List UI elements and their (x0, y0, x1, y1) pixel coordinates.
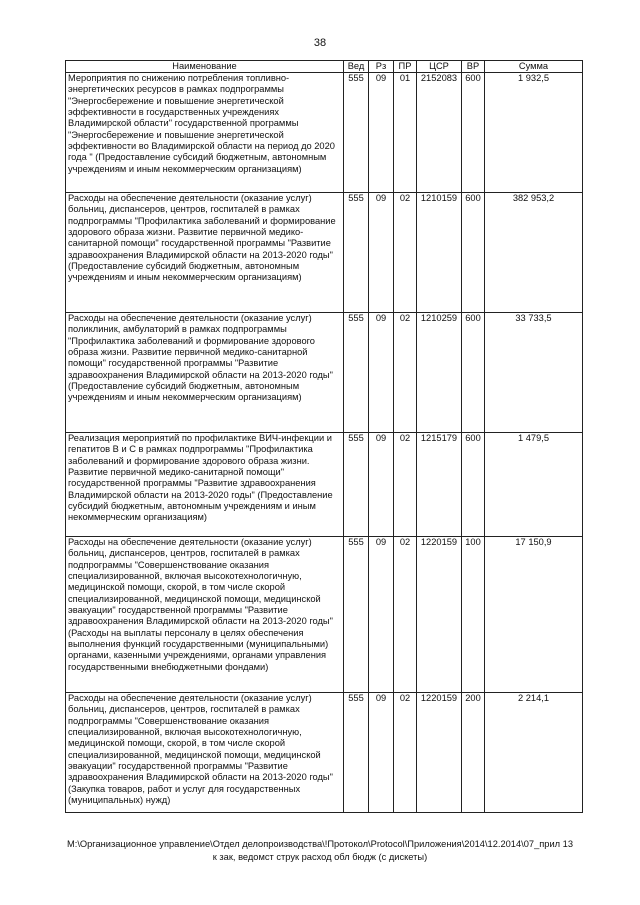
table-row (66, 433, 583, 537)
row-vr: 600 (462, 193, 485, 313)
table-row (66, 693, 583, 813)
page-number: 38 (313, 37, 327, 49)
row-name: Расходы на обеспечение деятельности (оказание услуг) больниц, диспансеров, центров, госпиталей в рамках подпрограммы "Совершенствование оказания специализированной, включая высокотехнологичную, медицинской помощи, скорой, в том числе скорой специализированной, медицинской помощи, медицинской эвакуации" государственной программы "Развитие здравоохранения Владимирской области на 2013-2020 годы" (Закупка товаров, работ и услуг для государственных (муниципальных) нужд) (66, 693, 344, 813)
row-ved: 555 (344, 73, 369, 193)
row-sum: 17 150,9 (485, 537, 583, 693)
footer-path (0, 838, 640, 863)
row-ved: 555 (344, 193, 369, 313)
footer-line-1: M:\Организационное управление\Отдел делопроизводства\!Протокол\Protocol\Приложения\2014\12.2014\07_прил 13 (67, 839, 573, 849)
row-vr: 100 (462, 537, 485, 693)
header-vr: ВР (462, 61, 485, 73)
row-rz: 09 (369, 313, 394, 433)
row-sum: 1 479,5 (485, 433, 583, 537)
row-rz: 09 (369, 433, 394, 537)
row-csr: 1210159 (417, 193, 462, 313)
row-vr: 600 (462, 73, 485, 193)
row-name: Расходы на обеспечение деятельности (оказание услуг) больниц, диспансеров, центров, госпиталей в рамках подпрограммы "Совершенствование оказания специализированной, включая высокотехнологичную, медицинской помощи, скорой, в том числе скорой специализированной, медицинской помощи, медицинской эвакуации" государственной программы "Развитие здравоохранения Владимирской области на 2013-2020 годы" (Расходы на выплаты персоналу в целях обеспечения выполнения функций государственными (муниципальными) органами, казенными учреждениями, органами управления государственными внебюджетными фондами) (66, 537, 344, 693)
row-rz: 09 (369, 193, 394, 313)
row-ved: 555 (344, 537, 369, 693)
row-pr: 02 (394, 693, 417, 813)
header-ved: Вед (344, 61, 369, 73)
header-csr: ЦСР (417, 61, 462, 73)
row-rz: 09 (369, 537, 394, 693)
row-ved: 555 (344, 433, 369, 537)
row-rz: 09 (369, 73, 394, 193)
table-row (66, 537, 583, 693)
row-csr: 1215179 (417, 433, 462, 537)
row-rz: 09 (369, 693, 394, 813)
row-csr: 1220159 (417, 537, 462, 693)
row-sum: 33 733,5 (485, 313, 583, 433)
header-name: Наименование (66, 61, 344, 73)
row-name: Мероприятия по снижению потребления топливно-энергетических ресурсов в рамках подпрограммы "Энергосбережение и повышение энергетической эффективности в государственных учреждениях Владимирской области" государственной программы "Энергосбережение и повышение энергетической эффективности во Владимирской области на период до 2020 года " (Предоставление субсидий бюджетным, автономным учреждениям и иным некоммерческим организациям) (66, 73, 344, 193)
header-sum: Сумма (485, 61, 583, 73)
row-sum: 382 953,2 (485, 193, 583, 313)
row-ved: 555 (344, 313, 369, 433)
row-csr: 2152083 (417, 73, 462, 193)
row-name: Расходы на обеспечение деятельности (оказание услуг) больниц, диспансеров, центров, госпиталей в рамках подпрограммы "Профилактика заболеваний и формирование здорового образа жизни. Развитие первичной медико-санитарной помощи" государственной программы "Развитие здравоохранения Владимирской области на 2013-2020 годы" (Предоставление субсидий бюджетным, автономным учреждениям и иным некоммерческим организациям) (66, 193, 344, 313)
row-pr: 01 (394, 73, 417, 193)
header-pr: ПР (394, 61, 417, 73)
row-csr: 1210259 (417, 313, 462, 433)
row-vr: 200 (462, 693, 485, 813)
row-csr: 1220159 (417, 693, 462, 813)
row-pr: 02 (394, 537, 417, 693)
budget-table (65, 60, 583, 813)
table-row (66, 193, 583, 313)
row-name: Реализация мероприятий по профилактике ВИЧ-инфекции и гепатитов В и С в рамках подпрограммы "Профилактика заболеваний и формирование здорового образа жизни. Развитие первичной медико-санитарной помощи" государственной программы "Развитие здравоохранения Владимирской области на 2013-2020 годы" (Предоставление субсидий бюджетным, автономным учреждениям и иным некоммерческим организациям) (66, 433, 344, 537)
table-row (66, 313, 583, 433)
row-pr: 02 (394, 313, 417, 433)
row-name: Расходы на обеспечение деятельности (оказание услуг) поликлиник, амбулаторий в рамках подпрограммы "Профилактика заболеваний и формирование здорового образа жизни. Развитие первичной медико-санитарной помощи" государственной программы "Развитие здравоохранения Владимирской области на 2013-2020 годы" (Предоставление субсидий бюджетным, автономным учреждениям и иным некоммерческим организациям) (66, 313, 344, 433)
row-sum: 2 214,1 (485, 693, 583, 813)
row-vr: 600 (462, 433, 485, 537)
row-pr: 02 (394, 433, 417, 537)
row-ved: 555 (344, 693, 369, 813)
row-pr: 02 (394, 193, 417, 313)
table-row (66, 73, 583, 193)
footer-line-2: к зак, ведомст струк расход обл бюдж (с дискеты) (212, 851, 428, 862)
row-sum: 1 932,5 (485, 73, 583, 193)
table-header-row (66, 61, 583, 73)
header-rz: Рз (369, 61, 394, 73)
row-vr: 600 (462, 313, 485, 433)
